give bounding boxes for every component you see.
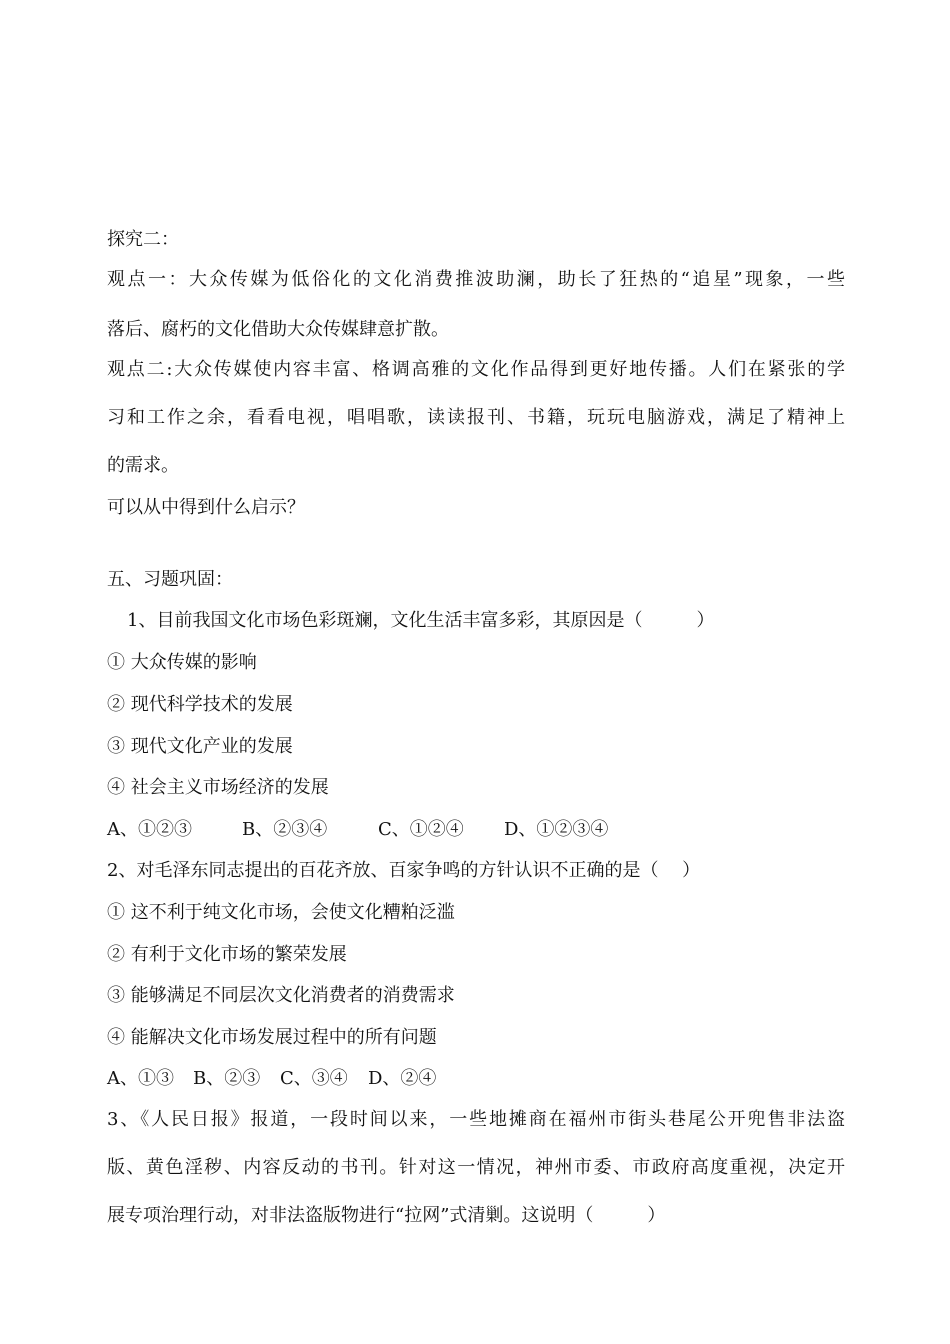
option-a: A、①③ bbox=[107, 1068, 174, 1089]
question-2-item: ① 这不利于纯文化市场，会使文化糟粕泛滥 bbox=[107, 902, 455, 923]
exploration-heading: 探究二： bbox=[107, 229, 179, 250]
option-b: B、②③ bbox=[193, 1068, 261, 1089]
question-3-line-1: 3、《人民日报》报道，一段时间以来，一些地摊商在福州市街头巷尾公开兜售非法盗 bbox=[107, 1109, 845, 1130]
question-2-stem: 2、对毛泽东同志提出的百花齐放、百家争鸣的方针认识不正确的是（ ） bbox=[107, 860, 701, 881]
option-b: B、②③④ bbox=[242, 819, 328, 840]
question-2-item: ③ 能够满足不同层次文化消费者的消费需求 bbox=[107, 985, 455, 1006]
viewpoint-two-line-1: 观点二:大众传媒使内容丰富、格调高雅的文化作品得到更好地传播。人们在紧张的学 bbox=[107, 359, 845, 380]
question-2-options bbox=[107, 1067, 436, 1091]
viewpoint-one-line-1: 观点一：大众传媒为低俗化的文化消费推波助澜，助长了狂热的“追星”现象，一些 bbox=[107, 269, 845, 290]
section-heading: 五、习题巩固： bbox=[107, 569, 233, 590]
question-1-options bbox=[107, 818, 608, 842]
option-c: C、①②④ bbox=[378, 819, 464, 840]
question-3-line-3: 展专项治理行动，对非法盗版物进行“拉网”式清剿。这说明（ ） bbox=[107, 1205, 666, 1226]
question-2-item: ④ 能解决文化市场发展过程中的所有问题 bbox=[107, 1027, 437, 1048]
option-d: D、①②③④ bbox=[504, 819, 609, 840]
question-1-item: ② 现代科学技术的发展 bbox=[107, 694, 293, 715]
option-d: D、②④ bbox=[368, 1068, 437, 1089]
viewpoint-two-line-3: 的需求。 bbox=[107, 455, 179, 476]
question-1-item: ④ 社会主义市场经济的发展 bbox=[107, 777, 329, 798]
viewpoint-two-line-2: 习和工作之余，看看电视，唱唱歌，读读报刊、书籍，玩玩电脑游戏，满足了精神上 bbox=[107, 407, 845, 428]
question-1-item: ① 大众传媒的影响 bbox=[107, 652, 257, 673]
option-a: A、①②③ bbox=[107, 819, 192, 840]
question-3-line-2: 版、黄色淫秽、内容反动的书刊。针对这一情况，神州市委、市政府高度重视，决定开 bbox=[107, 1157, 845, 1178]
question-1-item: ③ 现代文化产业的发展 bbox=[107, 736, 293, 757]
option-c: C、③④ bbox=[280, 1068, 348, 1089]
question-2-item: ② 有利于文化市场的繁荣发展 bbox=[107, 944, 347, 965]
viewpoint-one-line-2: 落后、腐朽的文化借助大众传媒肆意扩散。 bbox=[107, 319, 449, 340]
inspiration-question: 可以从中得到什么启示？ bbox=[107, 497, 305, 518]
question-1-stem: 1、目前我国文化市场色彩斑斓，文化生活丰富多彩，其原因是（ ） bbox=[127, 610, 715, 631]
